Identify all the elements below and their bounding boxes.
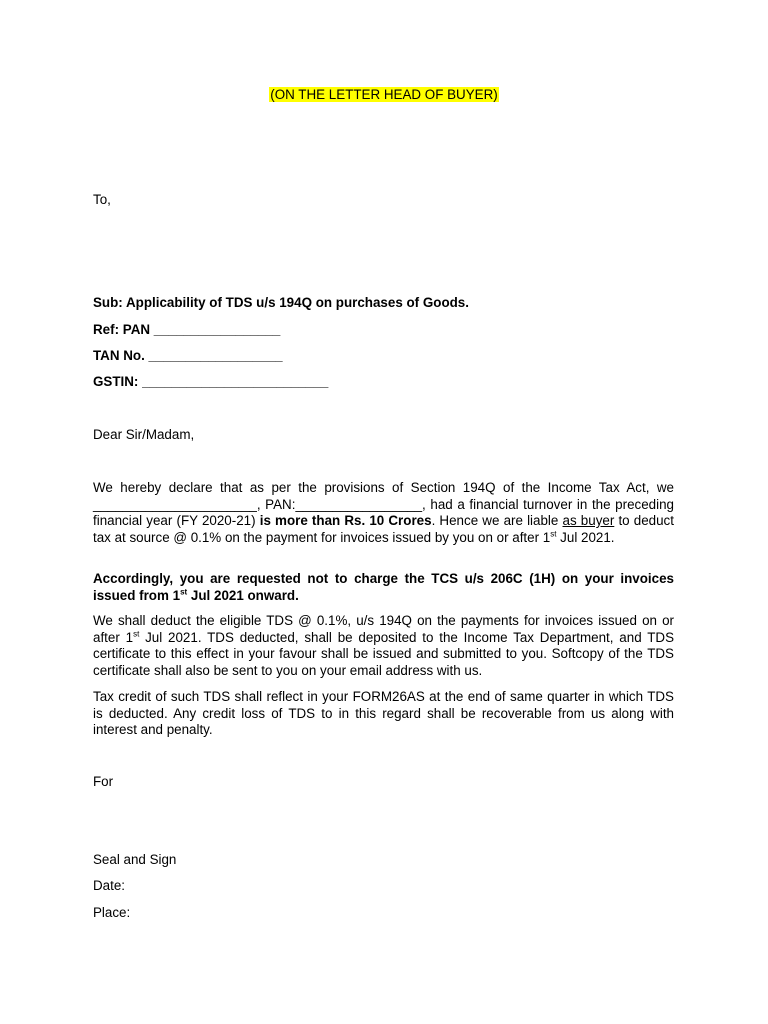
tax-credit-paragraph: Tax credit of such TDS shall reflect in your FORM26AS at the end of same quarter in which TDS is deducted. Any credit loss of TDS to in this regard shall be recoverable from us along with interest and penalty. xyxy=(93,689,674,737)
para2-text-b: Jul 2021 onward. xyxy=(187,587,299,603)
para2-superscript: st xyxy=(180,587,188,597)
para2-text-a: Accordingly, you are requested not to charge the TCS u/s 206C (1H) on your invoices issued from 1 xyxy=(93,571,674,603)
subject-line: Sub: Applicability of TDS u/s 194Q on purchases of Goods. xyxy=(93,295,469,310)
para3-superscript: st xyxy=(133,629,140,639)
declaration-paragraph xyxy=(93,480,674,546)
for-label: For xyxy=(93,774,114,789)
addressee-line: To, xyxy=(93,192,111,207)
deduction-paragraph xyxy=(93,613,674,679)
para3-text-b: Jul 2021. TDS deducted, shall be deposited to the Income Tax Department, and TDS certificate to this effect in your favour shall be issued and submitted to you. Softcopy of the TDS certificate shall also be sent to you on your email address with us. xyxy=(93,629,674,678)
seal-sign-label: Seal and Sign xyxy=(93,852,177,867)
date-label: Date: xyxy=(93,878,126,893)
para1-text-d: Jul 2021. xyxy=(556,529,615,545)
para3-text-a: We shall deduct the eligible TDS @ 0.1%, u/s 194Q on the payments for invoices issued on or after 1 xyxy=(93,613,674,645)
letterhead-instruction xyxy=(0,87,768,104)
request-paragraph xyxy=(93,571,674,604)
para1-text-c: to deduct tax at source @ 0.1% on the payment for invoices issued by you on or after 1 xyxy=(93,513,674,545)
para1-text-a: We hereby declare that as per the provisions of Section 194Q of the Income Tax Act, we ______________________, PAN:_________________, had a financial turnover in the preceding financial year (FY 2020-21) xyxy=(93,480,674,528)
tan-line: TAN No. __________________ xyxy=(93,348,283,363)
para1-superscript: st xyxy=(550,529,557,539)
gstin-line: GSTIN: _________________________ xyxy=(93,374,329,389)
para1-underline-buyer: as buyer xyxy=(562,513,615,528)
para1-bold-turnover: is more than Rs. 10 Crores xyxy=(259,513,432,528)
place-label: Place: xyxy=(93,905,131,920)
para1-text-b: . Hence we are liable xyxy=(431,513,563,528)
ref-pan-line: Ref: PAN _________________ xyxy=(93,322,281,337)
salutation: Dear Sir/Madam, xyxy=(93,427,195,442)
letterhead-highlight: (ON THE LETTER HEAD OF BUYER) xyxy=(270,87,498,102)
